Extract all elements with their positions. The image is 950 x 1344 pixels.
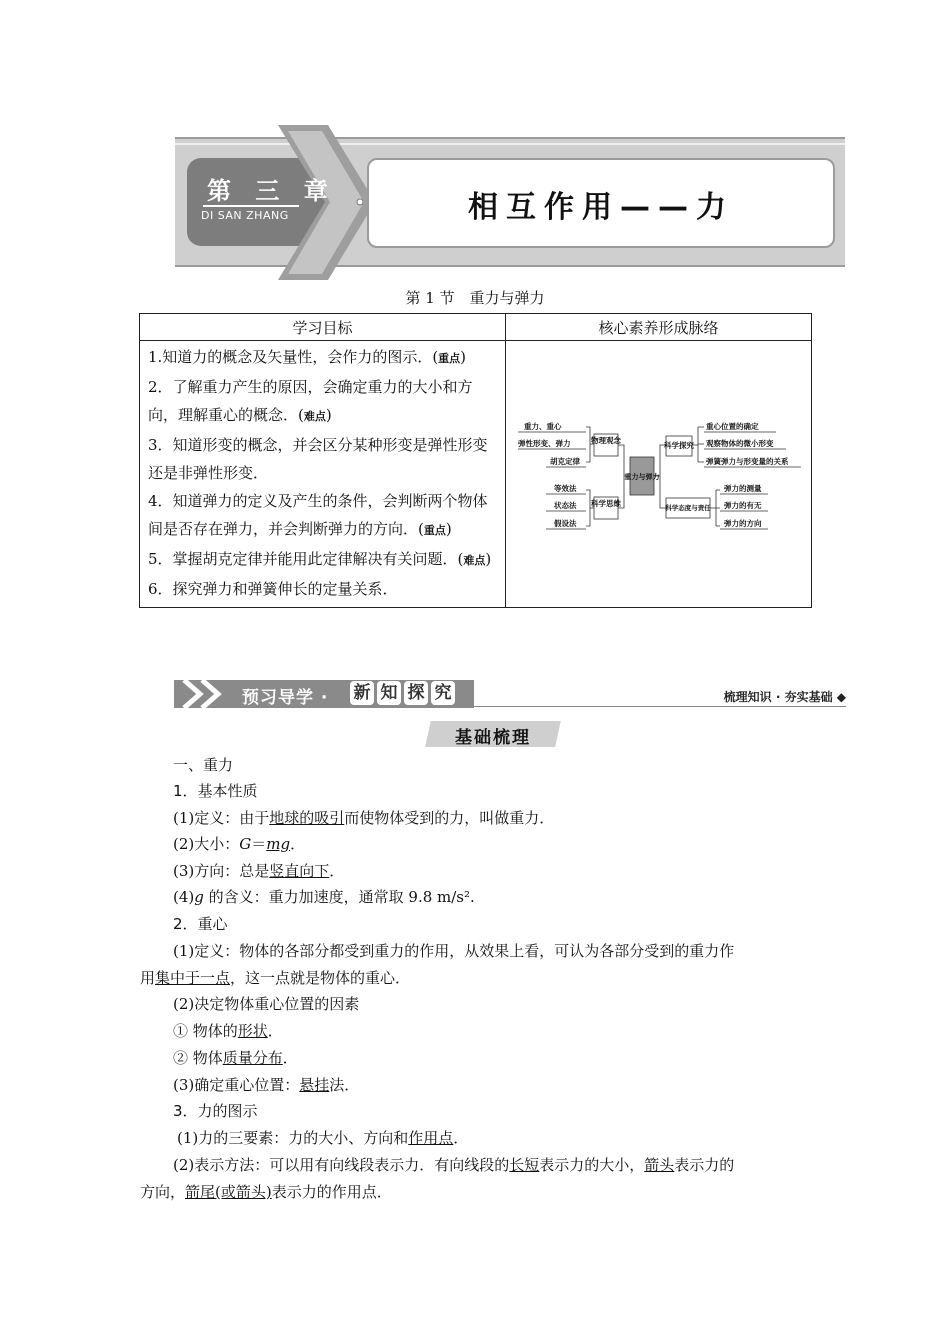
force-representation-line1: (2)表示方法：可以用有向线段表示力．有向线段的长短表示力的大小，箭头表示力的: [173, 1156, 735, 1174]
preview-subtitle: 梳理知识 · 夯实基础 ◆: [723, 690, 846, 704]
diamond-icon: ◆: [836, 690, 846, 704]
goal-item: 2．了解重力产生的原因，会确定重力的大小和方向，理解重心的概念．(难点): [148, 378, 473, 424]
map-node-label: 科学思维: [591, 499, 621, 508]
gravity-direction: (3)方向：总是竖直向下．: [173, 862, 345, 880]
map-leaf: 弹力的有无: [724, 501, 762, 510]
goals-table: [139, 313, 812, 608]
map-leaf: 等效法: [554, 484, 577, 493]
subheading-center-of-gravity: 2．重心: [173, 915, 228, 933]
chapter-pinyin: DI SAN ZHANG: [201, 209, 289, 222]
force-elements: (1)力的三要素：力的大小、方向和作用点．: [177, 1129, 469, 1147]
gravity-definition: (1)定义：由于地球的吸引而使物体受到的力，叫做重力．: [173, 809, 555, 827]
gravity-magnitude: (2)大小：G＝mg．: [173, 835, 306, 853]
map-leaf: 假设法: [554, 519, 577, 528]
subheading-basic-nature: 1．基本性质: [173, 782, 258, 800]
header-learning-goals: 学习目标: [140, 314, 506, 341]
preview-badge: 知: [377, 681, 401, 705]
chapter-divider: [203, 205, 299, 207]
preview-badge: 探: [404, 681, 428, 705]
goal-item: 4．知道弹力的定义及产生的条件，会判断两个物体间是否存在弹力，并会判断弹力的方向．(重点): [148, 492, 488, 538]
header-core-literacy: 核心素养形成脉络: [506, 314, 812, 341]
goal-item: 5．掌握胡克定律并能用此定律解决有关问题．(难点): [148, 550, 492, 568]
cog-factor-shape: ① 物体的形状．: [173, 1022, 283, 1040]
preview-title: 预习导学 ·: [242, 688, 329, 708]
cog-definition-line1: (1)定义：物体的各部分都受到重力的作用，从效果上看，可认为各部分受到的重力作: [173, 942, 735, 960]
map-leaf: 胡克定律: [550, 457, 580, 466]
cog-factors: (2)决定物体重心位置的因素: [173, 995, 360, 1013]
preview-badge: 究: [431, 681, 455, 705]
goal-item: 6．探究弹力和弹簧伸长的定量关系．: [148, 580, 398, 598]
chapter-banner: [175, 125, 845, 280]
map-center-label: 重力与弹力: [624, 473, 660, 481]
map-leaf: 弹簧弹力与形变量的关系: [706, 457, 789, 466]
chapter-title-box: [367, 158, 835, 248]
cog-factor-mass: ② 物体质量分布．: [173, 1049, 298, 1067]
basic-review-badge: [428, 721, 558, 749]
preview-divider: [474, 706, 846, 707]
chapter-title: 相互作用——力: [468, 190, 734, 225]
double-chevron-icon: [180, 676, 232, 712]
chapter-label: 第 三 章: [207, 177, 336, 205]
map-leaf: 重力、重心: [524, 422, 562, 431]
force-representation-line2: 方向，箭尾(或箭头)表示力的作用点．: [140, 1183, 392, 1201]
map-leaf: 观察物体的微小形变: [706, 439, 774, 448]
subheading-force-diagram: 3．力的图示: [173, 1102, 258, 1120]
preview-badge: 新: [350, 681, 374, 705]
map-node-label: 科学探究: [664, 441, 694, 450]
map-leaf: 弹力的测量: [724, 484, 762, 493]
g-meaning: (4)g 的含义：重力加速度，通常取 9.8 m/s².: [173, 888, 475, 906]
concept-map-cell: [506, 341, 812, 608]
map-node-label: 物理观念: [591, 436, 621, 445]
section-title: 第 1 节 重力与弹力: [405, 289, 545, 307]
preview-banner: [174, 674, 846, 712]
concept-map: [506, 412, 810, 532]
cog-method: (3)确定重心位置：悬挂法．: [173, 1076, 360, 1094]
goal-item: 3．知道形变的概念，并会区分某种形变是弹性形变还是非弹性形变．: [148, 436, 488, 482]
badge-label: 基础梳理: [455, 728, 531, 748]
map-leaf: 弹力的方向: [724, 519, 762, 528]
map-leaf: 重心位置的确定: [706, 422, 759, 431]
cog-definition-line2: 用集中于一点，这一点就是物体的重心．: [140, 969, 411, 987]
goals-cell: [140, 341, 506, 608]
heading-gravity: 一、重力: [173, 756, 234, 774]
map-leaf: 弹性形变、弹力: [518, 439, 571, 448]
map-leaf: 状态法: [554, 501, 577, 510]
goal-item: 1.知道力的概念及矢量性，会作力的图示．(重点): [148, 348, 467, 366]
map-node-label: 科学态度与责任: [665, 504, 711, 512]
